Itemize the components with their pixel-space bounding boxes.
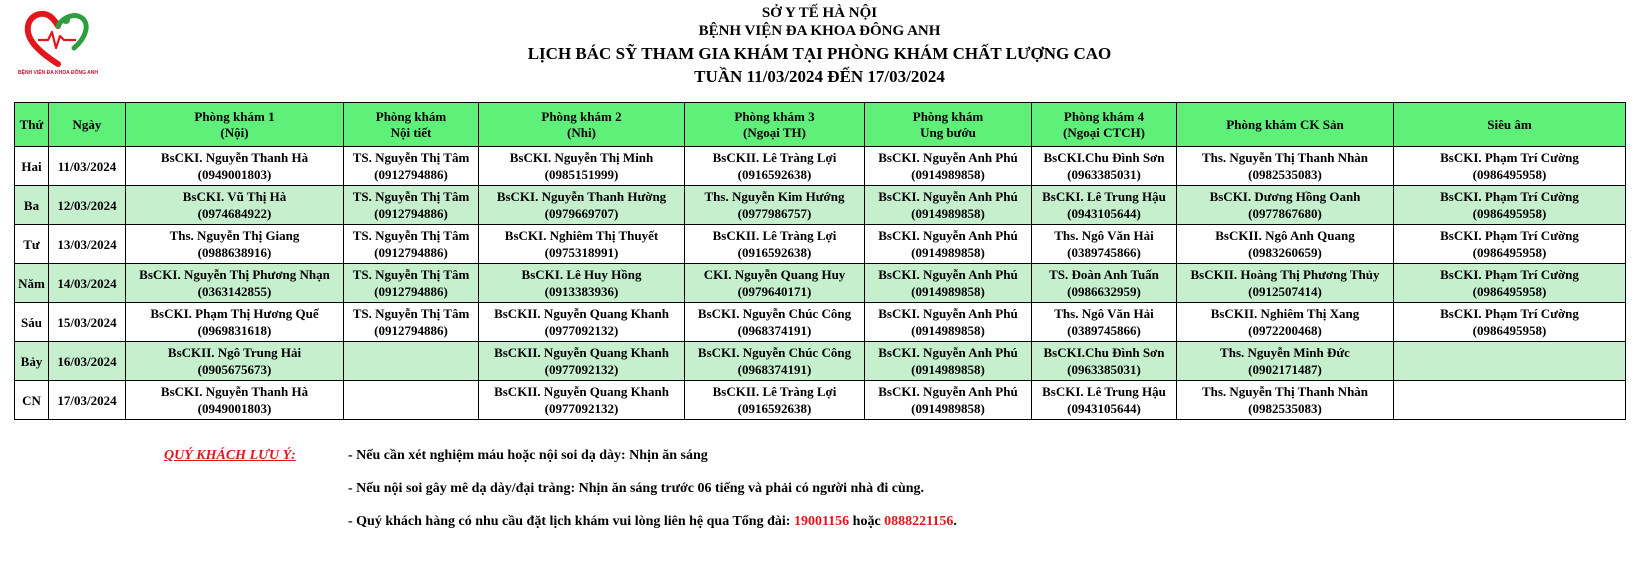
doctor-name: Ths. Nguyễn Thị Thanh Nhàn	[1201, 150, 1369, 165]
doctor-name: BsCKI. Nguyễn Thanh Hà	[160, 384, 309, 399]
doctor-name: BsCKI. Phạm Trí Cường	[1440, 306, 1579, 321]
schedule-cell	[479, 381, 685, 420]
doctor-name: BsCKII. Nguyễn Quang Khanh	[494, 384, 669, 399]
doctor-name: TS. Nguyễn Thị Tâm	[352, 150, 470, 165]
schedule-cell	[1177, 186, 1394, 225]
schedule-cell	[1394, 186, 1626, 225]
doctor-name: BsCKI. Nguyễn Anh Phú	[878, 345, 1018, 360]
table-row	[15, 186, 1626, 225]
schedule-cell	[685, 381, 865, 420]
doctor-name: Ths. Ngô Văn Hải	[1054, 306, 1154, 321]
doctor-name: BsCKI. Nguyễn Thị Minh	[509, 150, 654, 165]
schedule-cell	[479, 147, 685, 186]
column-header-subtitle: Nội tiết	[390, 124, 432, 140]
doctor-phone: (0986495958)	[1472, 206, 1547, 221]
doctor-phone: (0986632959)	[1067, 284, 1141, 299]
page-header	[0, 4, 1639, 88]
weekday-cell: Năm	[15, 264, 49, 303]
date-cell: 13/03/2024	[49, 225, 126, 264]
date-cell: 16/03/2024	[49, 342, 126, 381]
doctor-phone: (0985151999)	[544, 167, 619, 182]
schedule-cell	[1394, 264, 1626, 303]
column-header	[49, 103, 126, 147]
schedule-cell	[1032, 264, 1177, 303]
note-line-3-end: .	[953, 514, 957, 529]
table-row	[15, 303, 1626, 342]
doctor-phone: (0389745866)	[1067, 323, 1141, 338]
column-header	[344, 103, 479, 147]
schedule-cell	[126, 147, 344, 186]
notes-title: QUÝ KHÁCH LƯU Ý:	[164, 448, 296, 463]
doctor-name: BsCKII. Nghiêm Thị Xang	[1210, 306, 1360, 321]
doctor-phone: (0968374191)	[737, 362, 812, 377]
schedule-table	[14, 102, 1626, 420]
doctor-name: TS. Nguyễn Thị Tâm	[352, 306, 470, 321]
column-header	[126, 103, 344, 147]
doctor-name: CKI. Nguyễn Quang Huy	[703, 267, 846, 282]
note-line-2: - Nếu nội soi gây mê dạ dày/đại tràng: Nhịn ăn sáng trước 06 tiếng và phải có người nhà đi cùng.	[348, 481, 925, 496]
doctor-phone: (0963385031)	[1067, 167, 1141, 182]
schedule-cell	[1032, 381, 1177, 420]
column-header-subtitle: (Nhi)	[567, 124, 596, 140]
column-header	[1032, 103, 1177, 147]
table-row	[15, 225, 1626, 264]
doctor-phone: (0963385031)	[1067, 362, 1141, 377]
doctor-name: BsCKI. Dương Hồng Oanh	[1209, 189, 1361, 204]
schedule-cell	[1177, 303, 1394, 342]
doctor-phone: (0982535083)	[1248, 401, 1322, 416]
doctor-phone: (0389745866)	[1067, 245, 1141, 260]
week-range: TUẦN 11/03/2024 ĐẾN 17/03/2024	[694, 67, 945, 86]
doctor-phone: (0912794886)	[374, 245, 448, 260]
weekday-cell: Tư	[15, 225, 49, 264]
schedule-cell	[685, 264, 865, 303]
table-row	[15, 381, 1626, 420]
doctor-name: BsCKI. Lê Trung Hậu	[1042, 384, 1166, 399]
doctor-phone: (0913383936)	[544, 284, 619, 299]
column-header-title: Phòng khám	[375, 108, 447, 124]
column-header-title: Thứ	[19, 116, 44, 132]
schedule-cell	[126, 264, 344, 303]
note-line-1: - Nếu cần xét nghiệm máu hoặc nội soi dạ dày: Nhịn ăn sáng	[348, 448, 708, 463]
doctor-name: BsCKI. Phạm Trí Cường	[1440, 267, 1579, 282]
column-header	[15, 103, 49, 147]
doctor-name: BsCKI. Phạm Thị Hương Quế	[150, 306, 319, 321]
schedule-cell	[865, 264, 1032, 303]
doctor-phone: (0977092132)	[544, 323, 619, 338]
doctor-name: Ths. Ngô Văn Hải	[1054, 228, 1154, 243]
column-header-title: Phòng khám 3	[734, 108, 815, 124]
schedule-cell	[479, 186, 685, 225]
doctor-name: BsCKI. Nguyễn Anh Phú	[878, 150, 1018, 165]
schedule-cell	[479, 225, 685, 264]
column-header-subtitle: (Ngoại CTCH)	[1063, 124, 1145, 140]
doctor-name: BsCKI. Phạm Trí Cường	[1440, 228, 1579, 243]
doctor-name: BsCKII. Lê Tràng Lợi	[712, 384, 837, 399]
schedule-cell	[1177, 264, 1394, 303]
doctor-name: BsCKI. Nguyễn Chúc Công	[697, 345, 852, 360]
schedule-cell	[126, 342, 344, 381]
schedule-cell	[344, 264, 479, 303]
date-cell: 14/03/2024	[49, 264, 126, 303]
doctor-name: Ths. Nguyễn Thị Thanh Nhàn	[1201, 384, 1369, 399]
date-cell: 12/03/2024	[49, 186, 126, 225]
doctor-phone: (0914989858)	[911, 362, 985, 377]
doctor-name: BsCKI.Chu Đình Sơn	[1043, 345, 1165, 360]
schedule-cell	[865, 381, 1032, 420]
schedule-cell	[126, 303, 344, 342]
doctor-name: BsCKII. Nguyễn Quang Khanh	[494, 306, 669, 321]
doctor-phone: (0912794886)	[374, 206, 448, 221]
doctor-name: TS. Đoàn Anh Tuấn	[1049, 267, 1159, 282]
date-cell: 15/03/2024	[49, 303, 126, 342]
doctor-name: BsCKI.Chu Đình Sơn	[1043, 150, 1165, 165]
doctor-name: BsCKI. Nghiêm Thị Thuyết	[504, 228, 659, 243]
doctor-phone: (0912794886)	[374, 284, 448, 299]
doctor-name: BsCKI. Nguyễn Thanh Hường	[496, 189, 667, 204]
doctor-phone: (0943105644)	[1067, 206, 1141, 221]
doctor-phone: (0977092132)	[544, 362, 619, 377]
table-row	[15, 264, 1626, 303]
schedule-cell	[1032, 303, 1177, 342]
weekday-cell: CN	[15, 381, 49, 420]
doctor-phone: (0975318991)	[544, 245, 619, 260]
schedule-cell	[1032, 225, 1177, 264]
schedule-cell	[1394, 225, 1626, 264]
doctor-phone: (0979640171)	[737, 284, 812, 299]
doctor-name: TS. Nguyễn Thị Tâm	[352, 189, 470, 204]
table-row	[15, 342, 1626, 381]
doctor-name: Ths. Nguyễn Minh Đức	[1220, 345, 1350, 360]
column-header	[865, 103, 1032, 147]
column-header-title: Siêu âm	[1487, 116, 1532, 132]
schedule-cell	[344, 186, 479, 225]
schedule-cell	[865, 303, 1032, 342]
doctor-name: TS. Nguyễn Thị Tâm	[352, 228, 470, 243]
weekday-cell: Ba	[15, 186, 49, 225]
page-title: LỊCH BÁC SỸ THAM GIA KHÁM TẠI PHÒNG KHÁM CHẤT LƯỢNG CAO	[527, 44, 1112, 63]
doctor-phone: (0363142855)	[197, 284, 272, 299]
column-header-title: Phòng khám CK Sản	[1226, 116, 1344, 132]
doctor-name: BsCKII. Hoàng Thị Phương Thủy	[1190, 267, 1380, 282]
schedule-cell	[126, 186, 344, 225]
doctor-phone: (0986495958)	[1472, 167, 1547, 182]
doctor-phone: (0949001803)	[197, 167, 272, 182]
column-header-title: Phòng khám	[912, 108, 984, 124]
weekday-cell: Bảy	[15, 342, 49, 381]
doctor-phone: (0914989858)	[911, 206, 985, 221]
column-header-title: Ngày	[72, 116, 102, 132]
column-header-title: Phòng khám 2	[541, 108, 622, 124]
schedule-cell	[344, 342, 479, 381]
doctor-phone: (0914989858)	[911, 245, 985, 260]
schedule-cell	[1177, 381, 1394, 420]
schedule-cell	[344, 147, 479, 186]
weekday-cell: Sáu	[15, 303, 49, 342]
column-header-subtitle: (Ngoại TH)	[743, 124, 806, 140]
weekday-cell: Hai	[15, 147, 49, 186]
schedule-cell	[1032, 342, 1177, 381]
column-header-subtitle: (Nội)	[220, 124, 249, 140]
doctor-phone: (0968374191)	[737, 323, 812, 338]
column-header	[479, 103, 685, 147]
column-header-subtitle: Ung bướu	[920, 124, 976, 140]
doctor-name: BsCKI. Nguyễn Anh Phú	[878, 267, 1018, 282]
doctor-phone: (0986495958)	[1472, 245, 1547, 260]
schedule-cell	[865, 147, 1032, 186]
doctor-phone: (0943105644)	[1067, 401, 1141, 416]
schedule-cell	[344, 225, 479, 264]
doctor-name: BsCKII. Lê Tràng Lợi	[712, 228, 837, 243]
schedule-cell	[479, 264, 685, 303]
doctor-phone: (0912794886)	[374, 323, 448, 338]
column-header	[685, 103, 865, 147]
doctor-phone: (0977092132)	[544, 401, 619, 416]
schedule-cell	[1032, 147, 1177, 186]
schedule-cell	[685, 342, 865, 381]
doctor-name: BsCKII. Ngô Anh Quang	[1215, 228, 1355, 243]
logo-caption: BỆNH VIỆN ĐA KHOA ĐÔNG ANH	[18, 70, 99, 76]
doctor-phone: (0982535083)	[1248, 167, 1322, 182]
doctor-name: TS. Nguyễn Thị Tâm	[352, 267, 470, 282]
schedule-cell	[1177, 225, 1394, 264]
doctor-name: BsCKII. Nguyễn Quang Khanh	[494, 345, 669, 360]
column-header-title: Phòng khám 4	[1063, 108, 1145, 124]
doctor-phone: (0986495958)	[1472, 284, 1547, 299]
doctor-phone: (0914989858)	[911, 284, 985, 299]
schedule-cell	[1394, 342, 1626, 381]
doctor-name: BsCKI. Lê Huy Hồng	[521, 267, 642, 282]
doctor-phone: (0974684922)	[197, 206, 272, 221]
schedule-cell	[479, 342, 685, 381]
doctor-phone: (0977867680)	[1248, 206, 1322, 221]
doctor-name: BsCKI. Phạm Trí Cường	[1440, 189, 1579, 204]
schedule-cell	[1394, 147, 1626, 186]
doctor-phone: (0914989858)	[911, 401, 985, 416]
doctor-phone: (0914989858)	[911, 167, 985, 182]
schedule-cell	[685, 147, 865, 186]
schedule-cell	[126, 381, 344, 420]
doctor-phone: (0905675673)	[197, 362, 272, 377]
note-line-3	[348, 514, 957, 530]
doctor-name: BsCKI. Nguyễn Thị Phương Nhạn	[139, 267, 330, 282]
doctor-phone: (0902171487)	[1248, 362, 1322, 377]
doctor-name: BsCKI. Nguyễn Anh Phú	[878, 306, 1018, 321]
column-header-title: Phòng khám 1	[194, 108, 275, 124]
schedule-cell	[1394, 381, 1626, 420]
schedule-cell	[1032, 186, 1177, 225]
schedule-cell	[865, 225, 1032, 264]
doctor-phone: (0912507414)	[1248, 284, 1322, 299]
hotline-1[interactable]: 19001156	[793, 514, 850, 529]
hospital-name: BỆNH VIỆN ĐA KHOA ĐÔNG ANH	[698, 23, 941, 39]
column-header	[1177, 103, 1394, 147]
department-name: SỞ Y TẾ HÀ NỘI	[761, 5, 878, 21]
table-header-row	[15, 103, 1626, 147]
doctor-phone: (0988638916)	[197, 245, 272, 260]
doctor-phone: (0983260659)	[1248, 245, 1322, 260]
doctor-phone: (0977986757)	[737, 206, 812, 221]
doctor-name: BsCKII. Lê Tràng Lợi	[712, 150, 837, 165]
doctor-phone: (0912794886)	[374, 167, 448, 182]
schedule-cell	[1394, 303, 1626, 342]
doctor-name: BsCKI. Lê Trung Hậu	[1042, 189, 1166, 204]
doctor-name: BsCKI. Nguyễn Chúc Công	[697, 306, 852, 321]
doctor-phone: (0972200468)	[1248, 323, 1322, 338]
schedule-cell	[126, 225, 344, 264]
doctor-phone: (0969831618)	[197, 323, 272, 338]
doctor-phone: (0949001803)	[197, 401, 272, 416]
doctor-phone: (0914989858)	[911, 323, 985, 338]
schedule-cell	[685, 303, 865, 342]
schedule-cell	[865, 342, 1032, 381]
doctor-name: BsCKII. Ngô Trung Hải	[167, 345, 302, 360]
date-cell: 11/03/2024	[49, 147, 126, 186]
doctor-phone: (0979669707)	[544, 206, 619, 221]
doctor-name: BsCKI. Vũ Thị Hà	[182, 189, 287, 204]
schedule-cell	[344, 381, 479, 420]
doctor-name: BsCKI. Phạm Trí Cường	[1440, 150, 1579, 165]
doctor-name: Ths. Nguyễn Thị Giang	[169, 228, 300, 243]
column-header	[1394, 103, 1626, 147]
hotline-2[interactable]: 0888221156	[884, 514, 954, 529]
doctor-name: Ths. Nguyễn Kim Hướng	[704, 189, 845, 204]
table-row	[15, 147, 1626, 186]
schedule-cell	[1177, 147, 1394, 186]
date-cell: 17/03/2024	[49, 381, 126, 420]
doctor-name: BsCKI. Nguyễn Anh Phú	[878, 228, 1018, 243]
doctor-name: BsCKI. Nguyễn Thanh Hà	[160, 150, 309, 165]
doctor-name: BsCKI. Nguyễn Anh Phú	[878, 189, 1018, 204]
schedule-cell	[1177, 342, 1394, 381]
doctor-phone: (0916592638)	[737, 401, 812, 416]
doctor-phone: (0916592638)	[737, 167, 812, 182]
schedule-cell	[479, 303, 685, 342]
schedule-cell	[685, 186, 865, 225]
schedule-cell	[685, 225, 865, 264]
note-line-3-text: - Quý khách hàng có nhu cầu đặt lịch khám vui lòng liên hệ qua Tổng đài:	[348, 514, 794, 529]
schedule-cell	[865, 186, 1032, 225]
doctor-phone: (0986495958)	[1472, 323, 1547, 338]
note-line-3-or: hoặc	[849, 514, 885, 529]
schedule-cell	[344, 303, 479, 342]
doctor-phone: (0916592638)	[737, 245, 812, 260]
doctor-name: BsCKI. Nguyễn Anh Phú	[878, 384, 1018, 399]
